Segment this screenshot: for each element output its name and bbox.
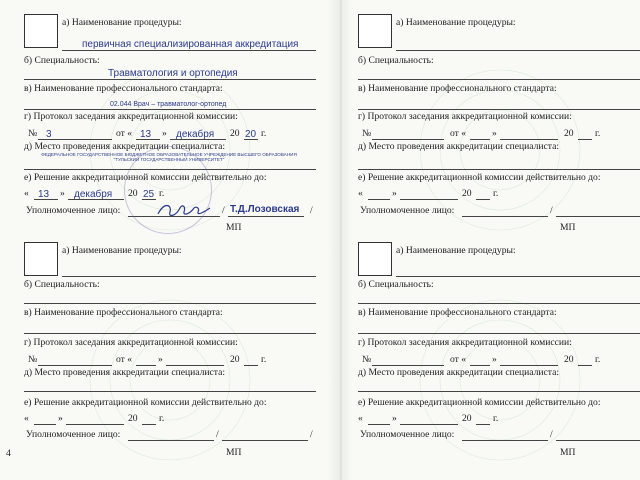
protocol-year-suffix: г. xyxy=(261,354,267,365)
protocol-number-line xyxy=(372,365,444,366)
spine-fold xyxy=(340,0,342,480)
standard-label: в) Наименование профессионального стандарта: xyxy=(358,307,557,318)
authorized-name-line xyxy=(556,216,640,217)
protocol-no: № xyxy=(28,354,38,365)
protocol-from: от « xyxy=(450,354,467,365)
protocol-label: г) Протокол заседания аккредитационной комиссии: xyxy=(358,111,572,122)
protocol-year-line xyxy=(244,365,258,366)
protocol-number-line xyxy=(38,365,112,366)
protocol-year-line xyxy=(578,365,592,366)
seal-place: МП xyxy=(226,222,242,233)
protocol-day-line xyxy=(136,365,156,366)
protocol-label: г) Протокол заседания аккредитационной комиссии: xyxy=(24,111,238,122)
protocol-quote-close: » xyxy=(162,128,167,139)
specialty-label: б) Специальность: xyxy=(24,279,100,290)
signature-slash: / xyxy=(550,205,553,216)
photo-box xyxy=(358,14,392,48)
protocol-month-line xyxy=(500,139,558,140)
protocol-label: г) Протокол заседания аккредитационной комиссии: xyxy=(24,337,238,348)
decision-quote-close: » xyxy=(392,413,397,424)
decision-year-prefix: 20 xyxy=(128,413,138,424)
protocol-day: 13 xyxy=(140,129,152,140)
authorized-label: Уполномоченное лицо: xyxy=(26,205,121,216)
decision-month-line xyxy=(400,199,458,200)
authorized-slash: / xyxy=(310,205,313,216)
protocol-day-line xyxy=(470,139,490,140)
authorized-name-line xyxy=(222,440,308,441)
procedure-line xyxy=(62,50,316,51)
procedure-line xyxy=(396,50,640,51)
decision-label: е) Решение аккредитационной комиссии действительно до: xyxy=(24,172,267,183)
protocol-year-prefix: 20 xyxy=(230,354,240,365)
decision-label: е) Решение аккредитационной комиссии действительно до: xyxy=(358,397,601,408)
decision-year-line xyxy=(476,424,490,425)
decision-year-suffix: г. xyxy=(493,188,499,199)
seal-place: МП xyxy=(226,447,242,458)
accreditation-entry-1 xyxy=(24,14,334,239)
specialty-line xyxy=(358,303,640,304)
decision-year-line xyxy=(142,424,156,425)
place-line xyxy=(24,391,316,392)
decision-month-line xyxy=(400,424,458,425)
protocol-label: г) Протокол заседания аккредитационной комиссии: xyxy=(358,337,572,348)
standard-label: в) Наименование профессионального стандарта: xyxy=(358,83,557,94)
decision-day: 13 xyxy=(38,189,50,200)
accreditation-entry-2 xyxy=(358,14,640,239)
decision-year: 25 xyxy=(143,189,155,200)
protocol-number-line xyxy=(372,139,444,140)
seal-place: МП xyxy=(560,447,576,458)
signature-line xyxy=(128,440,214,441)
procedure-line xyxy=(396,276,640,277)
photo-box xyxy=(358,242,392,276)
protocol-year-suffix: г. xyxy=(595,128,601,139)
authorized-label: Уполномоченное лицо: xyxy=(26,429,121,440)
decision-day-line xyxy=(368,199,390,200)
protocol-month-line xyxy=(500,365,558,366)
decision-day-line xyxy=(368,424,390,425)
protocol-year-suffix: г. xyxy=(595,354,601,365)
decision-quote-open: « xyxy=(358,413,363,424)
place-label: д) Место проведения аккредитации специалиста: xyxy=(24,141,226,152)
protocol-year-prefix: 20 xyxy=(564,128,574,139)
signature-slash: / xyxy=(216,429,219,440)
protocol-quote-close: » xyxy=(492,354,497,365)
accreditation-entry-3 xyxy=(24,242,334,467)
protocol-no: № xyxy=(362,354,372,365)
procedure-label: а) Наименование процедуры: xyxy=(396,17,516,28)
procedure-line xyxy=(62,276,316,277)
standard-label: в) Наименование профессионального стандарта: xyxy=(24,307,223,318)
decision-year-suffix: г. xyxy=(159,413,165,424)
authorized-name: Т.Д.Лозовская xyxy=(230,204,300,215)
standard-line xyxy=(24,333,316,334)
page-number: 4 xyxy=(6,448,11,459)
decision-quote-open: « xyxy=(358,188,363,199)
procedure-value: первичная специализированная аккредитация xyxy=(82,39,299,50)
specialty-label: б) Специальность: xyxy=(24,55,100,66)
decision-label: е) Решение аккредитационной комиссии действительно до: xyxy=(24,397,267,408)
authorized-name-line xyxy=(228,216,304,217)
signature-slash: / xyxy=(222,205,225,216)
authorized-label: Уполномоченное лицо: xyxy=(360,205,455,216)
protocol-year-line xyxy=(578,139,592,140)
accreditation-entry-4 xyxy=(358,242,640,467)
protocol-no: № xyxy=(28,128,38,139)
place-label: д) Место проведения аккредитации специалиста: xyxy=(24,367,226,378)
decision-day-line xyxy=(34,424,56,425)
decision-year-prefix: 20 xyxy=(462,188,472,199)
signature-line xyxy=(462,216,548,217)
protocol-year-prefix: 20 xyxy=(564,354,574,365)
decision-month: декабря xyxy=(74,189,113,200)
protocol-no: № xyxy=(362,128,372,139)
photo-box xyxy=(24,242,58,276)
place-label: д) Место проведения аккредитации специалиста: xyxy=(358,141,560,152)
protocol-year-suffix: г. xyxy=(261,128,267,139)
protocol-from: от « xyxy=(116,354,133,365)
decision-quote-close: » xyxy=(60,188,65,199)
authorized-slash: / xyxy=(310,429,313,440)
seal-place: МП xyxy=(560,222,576,233)
decision-label: е) Решение аккредитационной комиссии действительно до: xyxy=(358,172,601,183)
protocol-from: от « xyxy=(116,128,133,139)
decision-quote-close: » xyxy=(58,413,63,424)
signature-line xyxy=(462,440,548,441)
protocol-from: от « xyxy=(450,128,467,139)
decision-year-suffix: г. xyxy=(493,413,499,424)
authorized-label: Уполномоченное лицо: xyxy=(360,429,455,440)
decision-year-prefix: 20 xyxy=(462,413,472,424)
protocol-number: 3 xyxy=(46,129,52,140)
place-line xyxy=(358,391,640,392)
place-label: д) Место проведения аккредитации специалиста: xyxy=(358,367,560,378)
protocol-month: декабря xyxy=(176,129,215,140)
standard-line xyxy=(358,109,640,110)
specialty-value: Травматология и ортопедия xyxy=(108,68,238,79)
decision-year-suffix: г. xyxy=(159,188,165,199)
protocol-month-line xyxy=(166,365,224,366)
decision-month-line xyxy=(66,424,124,425)
specialty-label: б) Специальность: xyxy=(358,55,434,66)
decision-year-line xyxy=(476,199,490,200)
specialty-line xyxy=(358,79,640,80)
standard-value: 02.044 Врач – травматолог-ортопед xyxy=(110,101,227,108)
decision-quote-open: « xyxy=(24,413,29,424)
decision-quote-close: » xyxy=(392,188,397,199)
standard-label: в) Наименование профессионального стандарта: xyxy=(24,83,223,94)
standard-line xyxy=(358,333,640,334)
authorized-name-line xyxy=(556,440,640,441)
specialty-line xyxy=(24,79,316,80)
decision-year-prefix: 20 xyxy=(128,188,138,199)
standard-line xyxy=(24,109,316,110)
protocol-year-prefix: 20 xyxy=(230,128,240,139)
protocol-quote-close: » xyxy=(492,128,497,139)
procedure-label: а) Наименование процедуры: xyxy=(62,17,182,28)
procedure-label: а) Наименование процедуры: xyxy=(396,245,516,256)
specialty-label: б) Специальность: xyxy=(358,279,434,290)
place-line xyxy=(358,169,640,170)
place-value: ФЕДЕРАЛЬНОЕ ГОСУДАРСТВЕННОЕ БЮДЖЕТНОЕ ОБРАЗОВАТЕЛЬНОЕ УЧРЕЖДЕНИЕ ВЫСШЕГО ОБРАЗОВАНИЯ "ТУЛЬСКИЙ ГОСУДАРСТВЕННЫЙ УНИВЕРСИТЕТ" xyxy=(41,152,297,162)
round-stamp xyxy=(124,146,212,234)
photo-box xyxy=(24,14,58,48)
protocol-quote-close: » xyxy=(158,354,163,365)
protocol-day-line xyxy=(470,365,490,366)
signature-slash: / xyxy=(550,429,553,440)
decision-quote-open: « xyxy=(24,188,29,199)
specialty-line xyxy=(24,303,316,304)
procedure-label: а) Наименование процедуры: xyxy=(62,245,182,256)
protocol-year: 20 xyxy=(245,129,257,140)
